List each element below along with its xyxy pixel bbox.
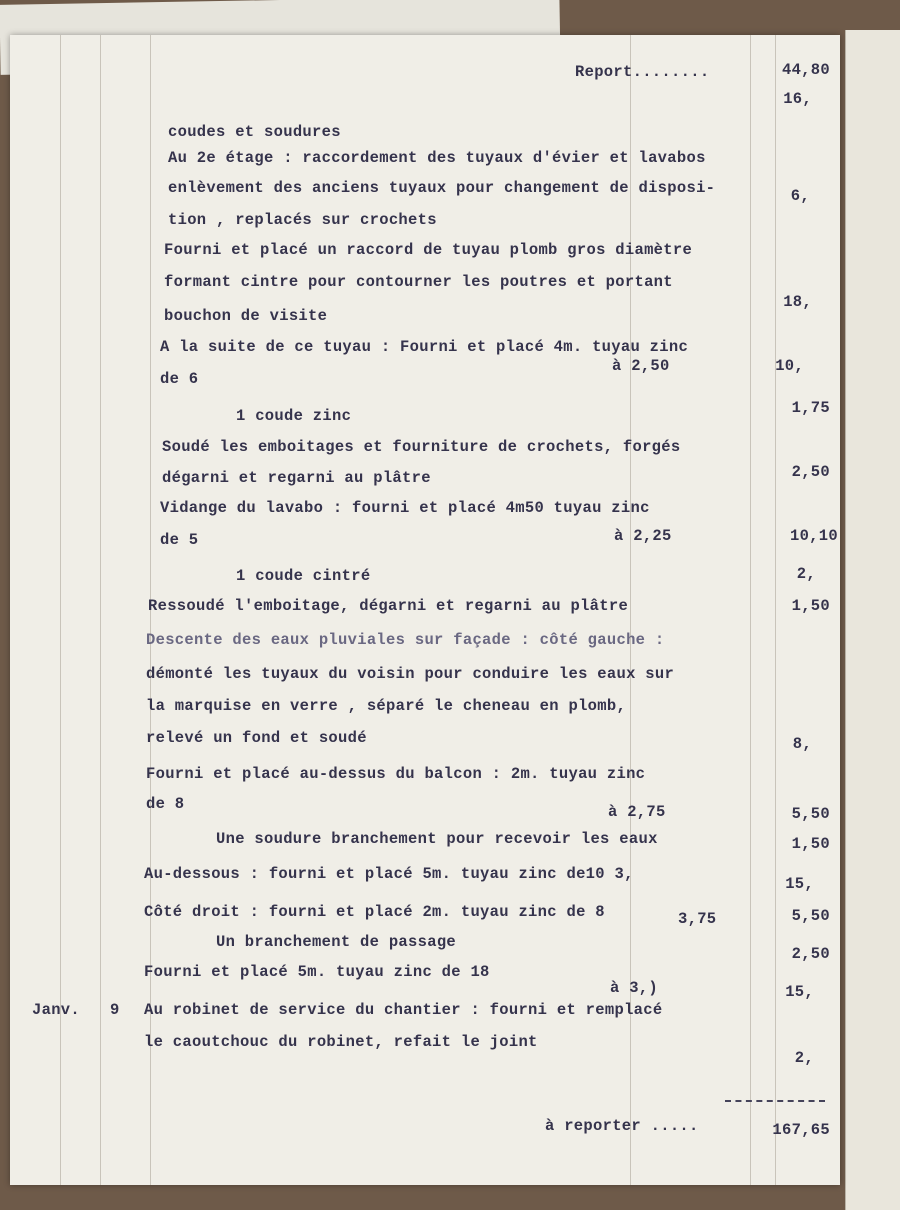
entry-line: 1 coude cintré [236, 567, 371, 585]
entry-line: Ressoudé l'emboitage, dégarni et regarni au plâtre [148, 597, 629, 615]
report-amount: 44,80 [781, 61, 830, 79]
amount-cell: 16, [783, 90, 812, 108]
amount-cell: 8, [792, 735, 812, 753]
amount-cell: 1,50 [791, 597, 830, 615]
entry-line: A la suite de ce tuyau : Fourni et placé 4m. tuyau zinc [160, 338, 689, 356]
entry-line: tion , replacés sur crochets [168, 211, 437, 229]
background-page-edge [845, 30, 900, 1210]
unit-price: 3,75 [678, 910, 717, 928]
amount-cell: 5,50 [791, 805, 830, 823]
entry-line: 1 coude zinc [236, 407, 352, 425]
amount-cell: 10,10 [789, 527, 838, 545]
entry-line: bouchon de visite [164, 307, 328, 325]
amount-cell: 6, [790, 187, 810, 205]
entry-line: Vidange du lavabo : fourni et placé 4m50 tuyau zinc [160, 499, 650, 517]
entry-line: Fourni et placé un raccord de tuyau plomb gros diamètre [164, 241, 693, 259]
entry-line: Soudé les emboitages et fourniture de crochets, forgés [162, 438, 681, 456]
amount-cell: 2,50 [791, 945, 830, 963]
entry-line: Fourni et placé 5m. tuyau zinc de 18 [144, 963, 490, 981]
amount-cell: 15, [785, 875, 814, 893]
unit-price: à 2,50 [612, 357, 670, 375]
entry-line: relevé un fond et soudé [146, 729, 367, 747]
amount-cell: 5,50 [791, 907, 830, 925]
ruled-margin-line [100, 35, 101, 1185]
entry-line: Au-dessous : fourni et placé 5m. tuyau zinc de10 3, [144, 865, 634, 883]
entry-line: Une soudure branchement pour recevoir les eaux [216, 830, 658, 848]
entry-line: la marquise en verre , séparé le cheneau en plomb, [146, 697, 627, 715]
ruled-amount-column-line [775, 35, 776, 1185]
unit-price: à 2,25 [614, 527, 672, 545]
amount-cell: 1,50 [791, 835, 830, 853]
entry-line: Un branchement de passage [216, 933, 457, 951]
entry-line: de 5 [160, 531, 199, 549]
entry-line: formant cintre pour contourner les poutres et portant [164, 273, 673, 291]
entry-line: dégarni et regarni au plâtre [162, 469, 431, 487]
entry-line: coudes et soudures [168, 123, 341, 141]
amount-cell: 10, [775, 357, 804, 375]
total-separator [725, 1100, 825, 1102]
carry-forward-amount: 167,65 [772, 1121, 830, 1139]
carry-forward-label: à reporter ..... [545, 1117, 699, 1135]
entry-date-day: 9 [110, 1001, 120, 1019]
entry-line: Fourni et placé au-dessus du balcon : 2m. tuyau zinc [146, 765, 646, 783]
amount-cell: 2, [794, 1049, 814, 1067]
entry-line: Côté droit : fourni et placé 2m. tuyau zinc de 8 [144, 903, 605, 921]
entry-line: enlèvement des anciens tuyaux pour changement de disposi- [168, 179, 716, 197]
amount-cell: 1,75 [791, 399, 830, 417]
amount-cell: 18, [783, 293, 812, 311]
entry-line: de 8 [146, 795, 185, 813]
entry-line: de 6 [160, 370, 199, 388]
entry-line: le caoutchouc du robinet, refait le joint [144, 1033, 538, 1051]
amount-cell: 2, [796, 565, 816, 583]
entry-line: Au 2e étage : raccordement des tuyaux d'évier et lavabos [168, 149, 706, 167]
report-label: Report........ [575, 63, 710, 81]
amount-cell: 15, [785, 983, 814, 1001]
entry-line: Descente des eaux pluviales sur façade : côté gauche : [146, 631, 665, 649]
ledger-sheet [10, 35, 840, 1185]
amount-cell: 2,50 [791, 463, 830, 481]
unit-price: à 3,) [610, 979, 659, 997]
entry-line: Au robinet de service du chantier : fourni et remplacé [144, 1001, 663, 1019]
entry-line: démonté les tuyaux du voisin pour conduire les eaux sur [146, 665, 675, 683]
entry-date-month: Janv. [32, 1001, 81, 1019]
ruled-amount-column-line [750, 35, 751, 1185]
unit-price: à 2,75 [608, 803, 666, 821]
